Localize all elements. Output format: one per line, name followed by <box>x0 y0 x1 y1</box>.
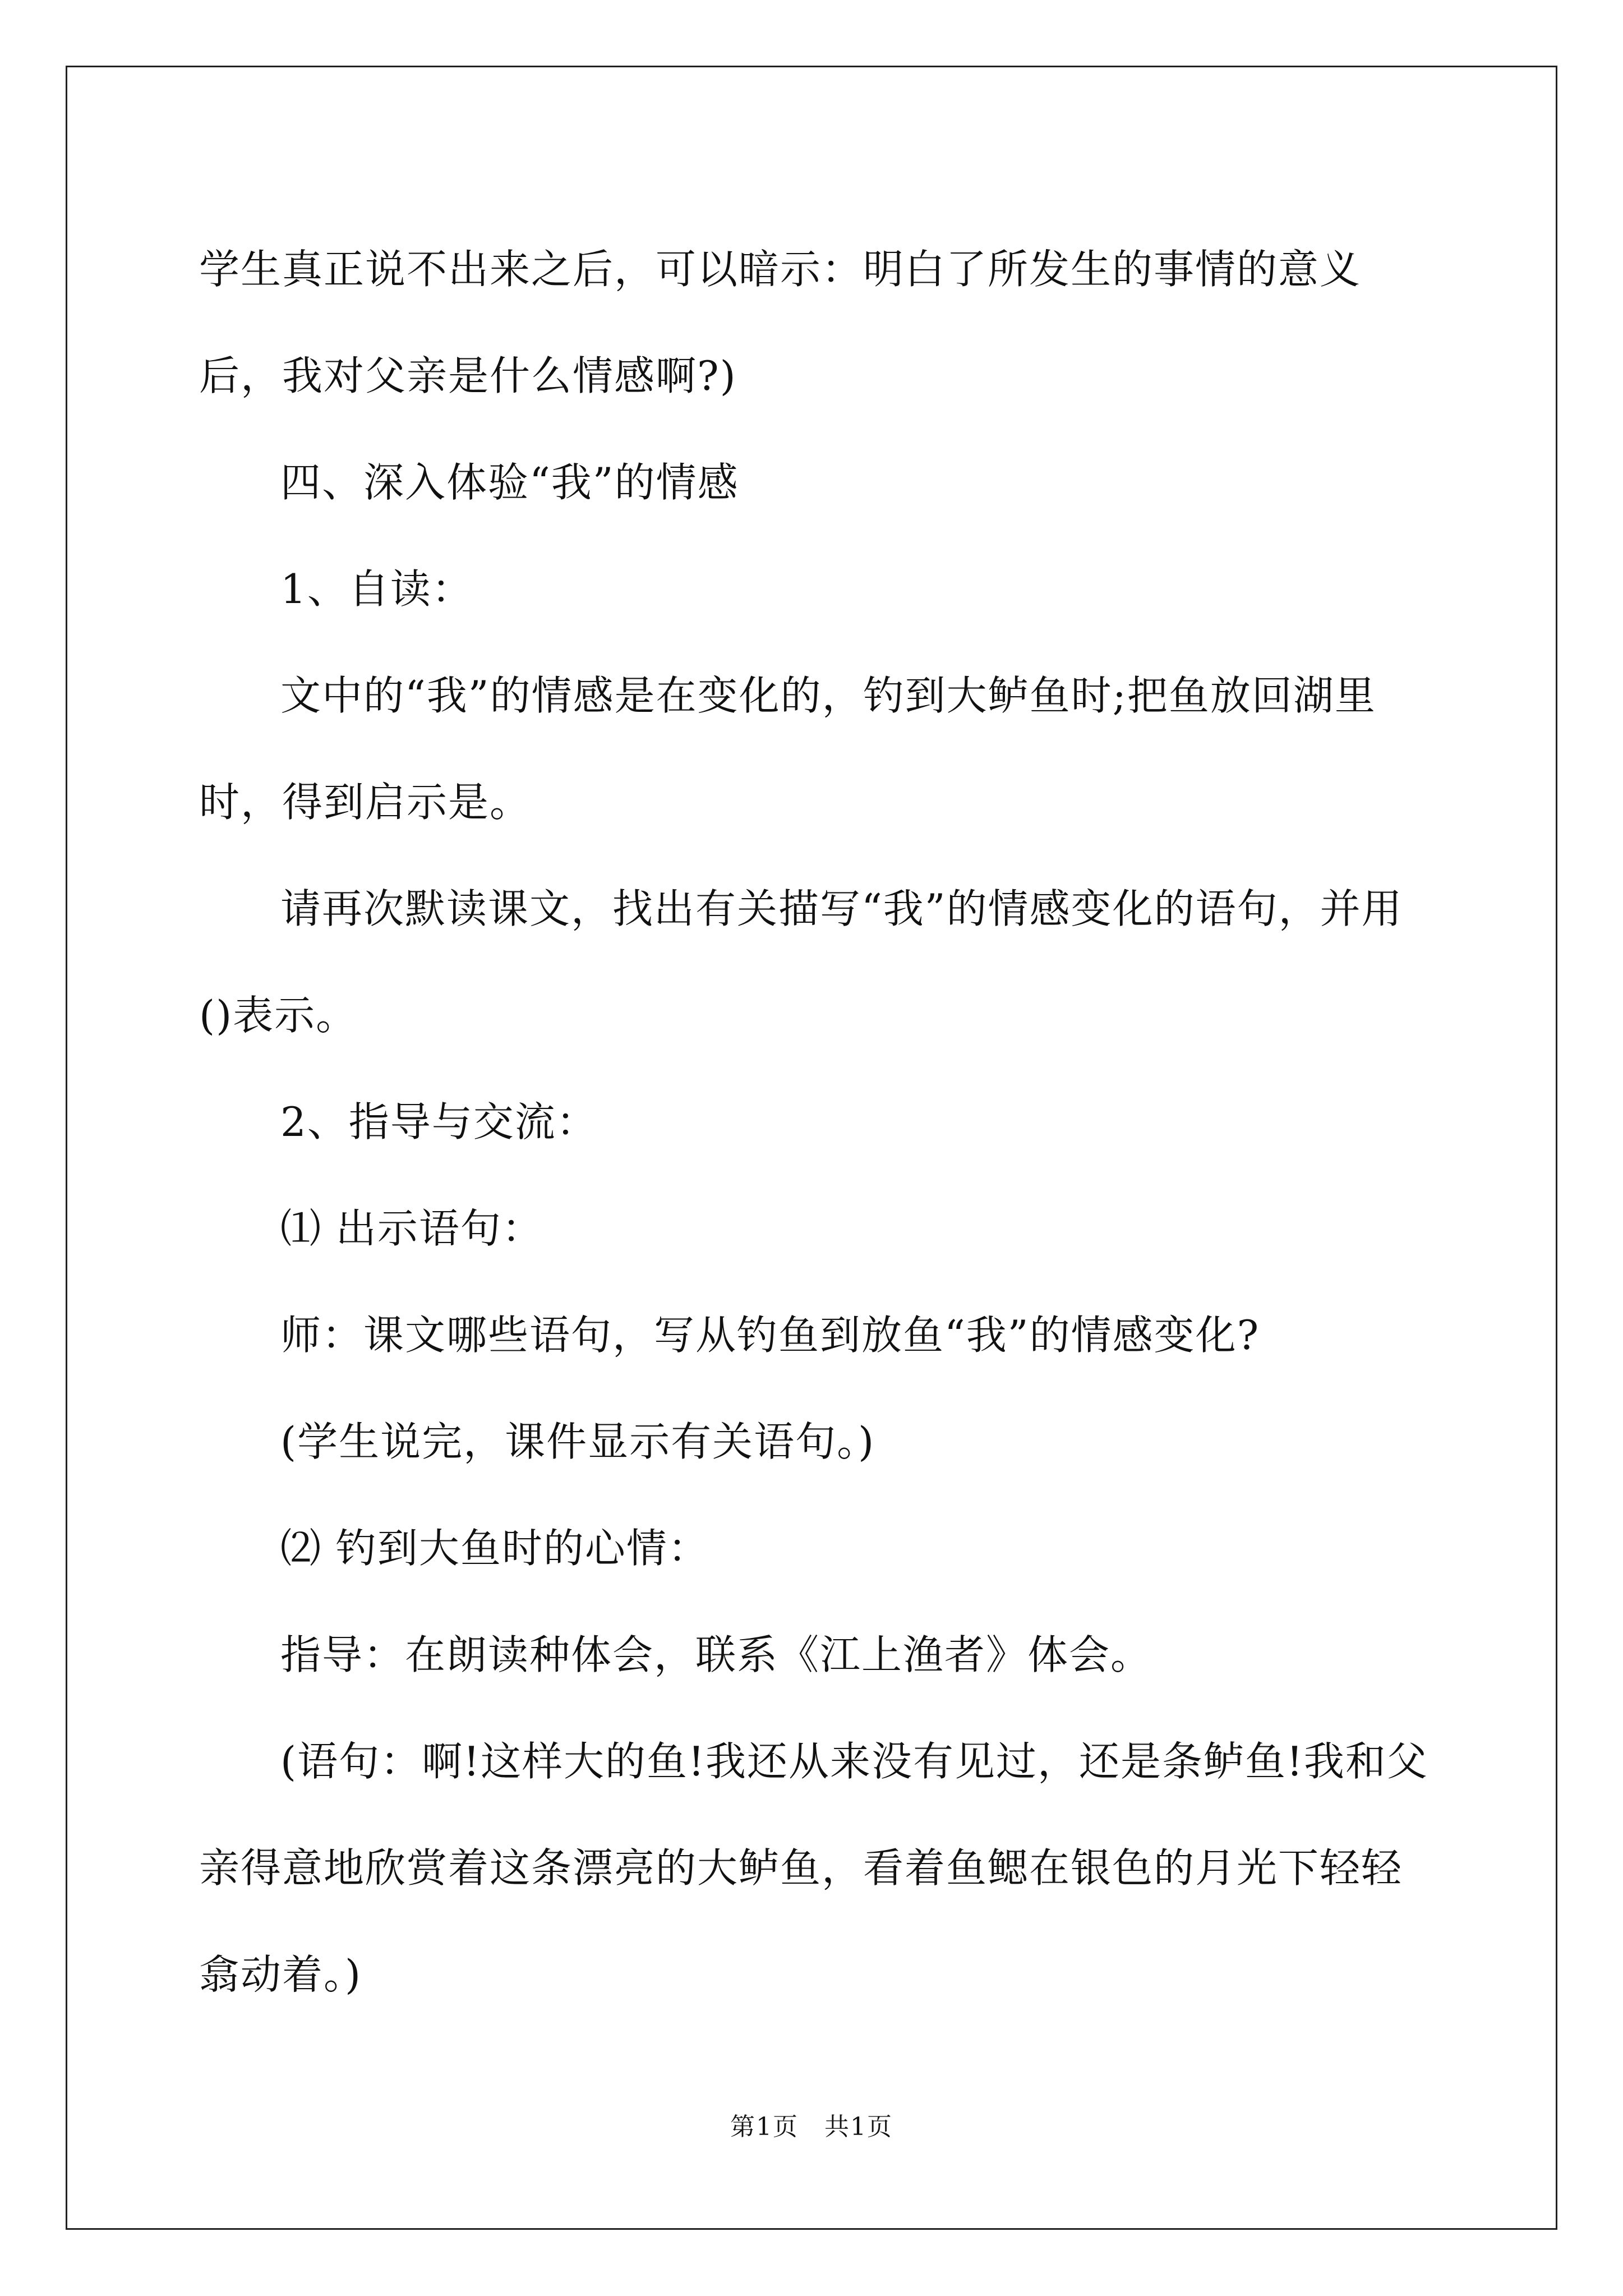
substep-show-sentences: ⑴ 出示语句： <box>280 1205 543 1252</box>
step-guidance-exchange: 2、指导与交流： <box>280 1098 598 1145</box>
paragraph-guidance-reading: 指导：在朗读种体会，联系《江上渔者》体会。 <box>280 1631 1152 1678</box>
paragraph-teacher-question: 师：课文哪些语句，写从钓鱼到放鱼“我”的情感变化? <box>280 1312 1260 1359</box>
paragraph-courseware-note: (学生说完，课件显示有关语句。) <box>280 1418 875 1465</box>
substep-catching-fish-mood: ⑵ 钓到大鱼时的心情： <box>280 1525 709 1572</box>
section-heading-4: 四、深入体验“我”的情感 <box>280 459 739 506</box>
step-self-reading: 1、自读： <box>280 565 473 613</box>
paragraph-reread-instruction: 请再次默读课文，找出有关描写“我”的情感变化的语句，并用()表示。 <box>199 885 1403 1039</box>
page-number-footer: 第1页 共1页 <box>730 2113 893 2141</box>
paragraph-emotion-change: 文中的“我”的情感是在变化的，钓到大鲈鱼时;把鱼放回湖里时，得到启示是。 <box>199 672 1376 826</box>
paragraph-hint-continuation: 学生真正说不出来之后，可以暗示：明白了所发生的事情的意义后，我对父亲是什么情感啊?) <box>199 246 1362 399</box>
paragraph-quoted-sentence: (语句：啊!这样大的鱼!我还从来没有见过，还是条鲈鱼!我和父亲得意地欣赏着这条漂亮的大鲈鱼，看着鱼鳃在银色的月光下轻轻翕动着。) <box>199 1738 1428 1998</box>
document-body <box>199 216 1433 2028</box>
